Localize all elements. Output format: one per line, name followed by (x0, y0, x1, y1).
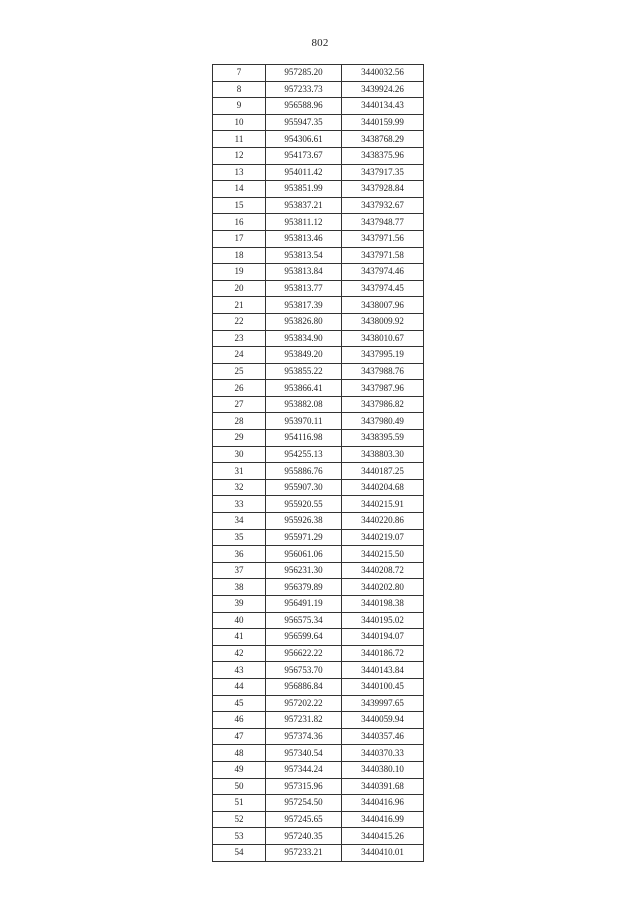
table-row (213, 496, 424, 513)
table-row (213, 446, 424, 463)
x-coordinate-cell: 953837.21 (266, 197, 342, 214)
point-number-cell: 10 (213, 114, 266, 131)
x-coordinate-cell: 954173.67 (266, 147, 342, 164)
y-coordinate-cell: 3438395.59 (342, 430, 424, 447)
table-row (213, 513, 424, 530)
point-number-cell: 43 (213, 662, 266, 679)
table-row (213, 546, 424, 563)
x-coordinate-cell: 957374.36 (266, 728, 342, 745)
point-number-cell: 26 (213, 380, 266, 397)
point-number-cell: 23 (213, 330, 266, 347)
point-number-cell: 27 (213, 396, 266, 413)
y-coordinate-cell: 3440195.02 (342, 612, 424, 629)
point-number-cell: 29 (213, 430, 266, 447)
x-coordinate-cell: 956622.22 (266, 645, 342, 662)
point-number-cell: 7 (213, 65, 266, 82)
point-number-cell: 12 (213, 147, 266, 164)
point-number-cell: 51 (213, 795, 266, 812)
y-coordinate-cell: 3440198.38 (342, 596, 424, 613)
point-number-cell: 44 (213, 678, 266, 695)
y-coordinate-cell: 3437974.45 (342, 280, 424, 297)
table-row (213, 579, 424, 596)
x-coordinate-cell: 953834.90 (266, 330, 342, 347)
point-number-cell: 41 (213, 629, 266, 646)
y-coordinate-cell: 3440215.50 (342, 546, 424, 563)
table-row (213, 164, 424, 181)
point-number-cell: 54 (213, 844, 266, 861)
table-row (213, 114, 424, 131)
point-number-cell: 38 (213, 579, 266, 596)
y-coordinate-cell: 3440187.25 (342, 463, 424, 480)
table-row (213, 529, 424, 546)
y-coordinate-cell: 3440410.01 (342, 844, 424, 861)
x-coordinate-cell: 953970.11 (266, 413, 342, 430)
y-coordinate-cell: 3439924.26 (342, 81, 424, 98)
table-row (213, 811, 424, 828)
y-coordinate-cell: 3438803.30 (342, 446, 424, 463)
table-row (213, 247, 424, 264)
table-row (213, 147, 424, 164)
x-coordinate-cell: 953882.08 (266, 396, 342, 413)
point-number-cell: 28 (213, 413, 266, 430)
y-coordinate-cell: 3440416.96 (342, 795, 424, 812)
point-number-cell: 25 (213, 363, 266, 380)
point-number-cell: 8 (213, 81, 266, 98)
y-coordinate-cell: 3437974.46 (342, 264, 424, 281)
point-number-cell: 9 (213, 98, 266, 115)
point-number-cell: 11 (213, 131, 266, 148)
point-number-cell: 33 (213, 496, 266, 513)
x-coordinate-cell: 954306.61 (266, 131, 342, 148)
x-coordinate-cell: 953855.22 (266, 363, 342, 380)
x-coordinate-cell: 953813.54 (266, 247, 342, 264)
y-coordinate-cell: 3437971.58 (342, 247, 424, 264)
x-coordinate-cell: 955907.30 (266, 479, 342, 496)
y-coordinate-cell: 3440032.56 (342, 65, 424, 82)
table-row (213, 596, 424, 613)
point-number-cell: 19 (213, 264, 266, 281)
x-coordinate-cell: 956588.96 (266, 98, 342, 115)
x-coordinate-cell: 953813.46 (266, 230, 342, 247)
point-number-cell: 34 (213, 513, 266, 530)
table-row (213, 695, 424, 712)
point-number-cell: 42 (213, 645, 266, 662)
x-coordinate-cell: 953849.20 (266, 347, 342, 364)
y-coordinate-cell: 3440143.84 (342, 662, 424, 679)
x-coordinate-cell: 956379.89 (266, 579, 342, 596)
y-coordinate-cell: 3438375.96 (342, 147, 424, 164)
x-coordinate-cell: 953813.84 (266, 264, 342, 281)
x-coordinate-cell: 957233.21 (266, 844, 342, 861)
table-row (213, 81, 424, 98)
y-coordinate-cell: 3438768.29 (342, 131, 424, 148)
coordinate-table-body (213, 65, 424, 862)
y-coordinate-cell: 3440380.10 (342, 761, 424, 778)
x-coordinate-cell: 957340.54 (266, 745, 342, 762)
point-number-cell: 17 (213, 230, 266, 247)
x-coordinate-cell: 953851.99 (266, 181, 342, 198)
y-coordinate-cell: 3439997.65 (342, 695, 424, 712)
x-coordinate-cell: 957245.65 (266, 811, 342, 828)
table-row (213, 363, 424, 380)
table-row (213, 629, 424, 646)
point-number-cell: 20 (213, 280, 266, 297)
x-coordinate-cell: 955926.38 (266, 513, 342, 530)
y-coordinate-cell: 3437986.82 (342, 396, 424, 413)
point-number-cell: 30 (213, 446, 266, 463)
y-coordinate-cell: 3440100.45 (342, 678, 424, 695)
x-coordinate-cell: 954255.13 (266, 446, 342, 463)
x-coordinate-cell: 955947.35 (266, 114, 342, 131)
table-row (213, 330, 424, 347)
x-coordinate-cell: 953811.12 (266, 214, 342, 231)
table-row (213, 728, 424, 745)
coordinate-table (212, 64, 424, 862)
y-coordinate-cell: 3440219.07 (342, 529, 424, 546)
table-row (213, 678, 424, 695)
x-coordinate-cell: 956491.19 (266, 596, 342, 613)
y-coordinate-cell: 3437928.84 (342, 181, 424, 198)
point-number-cell: 31 (213, 463, 266, 480)
x-coordinate-cell: 956886.84 (266, 678, 342, 695)
y-coordinate-cell: 3440186.72 (342, 645, 424, 662)
y-coordinate-cell: 3440194.07 (342, 629, 424, 646)
point-number-cell: 36 (213, 546, 266, 563)
table-row (213, 230, 424, 247)
point-number-cell: 46 (213, 712, 266, 729)
x-coordinate-cell: 957240.35 (266, 828, 342, 845)
y-coordinate-cell: 3440208.72 (342, 562, 424, 579)
point-number-cell: 45 (213, 695, 266, 712)
table-row (213, 98, 424, 115)
point-number-cell: 18 (213, 247, 266, 264)
table-row (213, 712, 424, 729)
table-row (213, 612, 424, 629)
point-number-cell: 32 (213, 479, 266, 496)
y-coordinate-cell: 3440134.43 (342, 98, 424, 115)
x-coordinate-cell: 956575.34 (266, 612, 342, 629)
x-coordinate-cell: 957233.73 (266, 81, 342, 98)
table-row (213, 280, 424, 297)
x-coordinate-cell: 953817.39 (266, 297, 342, 314)
table-row (213, 313, 424, 330)
y-coordinate-cell: 3440416.99 (342, 811, 424, 828)
y-coordinate-cell: 3440215.91 (342, 496, 424, 513)
x-coordinate-cell: 954011.42 (266, 164, 342, 181)
table-row (213, 347, 424, 364)
point-number-cell: 21 (213, 297, 266, 314)
point-number-cell: 53 (213, 828, 266, 845)
table-row (213, 396, 424, 413)
table-row (213, 479, 424, 496)
table-row (213, 65, 424, 82)
x-coordinate-cell: 956599.64 (266, 629, 342, 646)
point-number-cell: 40 (213, 612, 266, 629)
y-coordinate-cell: 3437988.76 (342, 363, 424, 380)
point-number-cell: 15 (213, 197, 266, 214)
table-row (213, 131, 424, 148)
point-number-cell: 52 (213, 811, 266, 828)
y-coordinate-cell: 3440159.99 (342, 114, 424, 131)
point-number-cell: 37 (213, 562, 266, 579)
table-row (213, 463, 424, 480)
y-coordinate-cell: 3440391.68 (342, 778, 424, 795)
point-number-cell: 22 (213, 313, 266, 330)
y-coordinate-cell: 3437995.19 (342, 347, 424, 364)
point-number-cell: 49 (213, 761, 266, 778)
table-row (213, 197, 424, 214)
x-coordinate-cell: 957202.22 (266, 695, 342, 712)
x-coordinate-cell: 953826.80 (266, 313, 342, 330)
x-coordinate-cell: 954116.98 (266, 430, 342, 447)
page-number: 802 (311, 37, 329, 49)
x-coordinate-cell: 955886.76 (266, 463, 342, 480)
y-coordinate-cell: 3440202.80 (342, 579, 424, 596)
y-coordinate-cell: 3438007.96 (342, 297, 424, 314)
y-coordinate-cell: 3440220.86 (342, 513, 424, 530)
x-coordinate-cell: 957254.50 (266, 795, 342, 812)
x-coordinate-cell: 957231.82 (266, 712, 342, 729)
table-row (213, 828, 424, 845)
point-number-cell: 14 (213, 181, 266, 198)
y-coordinate-cell: 3437980.49 (342, 413, 424, 430)
table-row (213, 745, 424, 762)
table-row (213, 181, 424, 198)
table-row (213, 297, 424, 314)
x-coordinate-cell: 953813.77 (266, 280, 342, 297)
y-coordinate-cell: 3438009.92 (342, 313, 424, 330)
x-coordinate-cell: 957315.96 (266, 778, 342, 795)
table-row (213, 795, 424, 812)
y-coordinate-cell: 3440357.46 (342, 728, 424, 745)
x-coordinate-cell: 956061.06 (266, 546, 342, 563)
point-number-cell: 24 (213, 347, 266, 364)
y-coordinate-cell: 3437971.56 (342, 230, 424, 247)
table-row (213, 662, 424, 679)
y-coordinate-cell: 3437948.77 (342, 214, 424, 231)
x-coordinate-cell: 955920.55 (266, 496, 342, 513)
x-coordinate-cell: 955971.29 (266, 529, 342, 546)
point-number-cell: 13 (213, 164, 266, 181)
table-row (213, 645, 424, 662)
point-number-cell: 50 (213, 778, 266, 795)
table-row (213, 380, 424, 397)
y-coordinate-cell: 3437932.67 (342, 197, 424, 214)
x-coordinate-cell: 953866.41 (266, 380, 342, 397)
table-row (213, 264, 424, 281)
y-coordinate-cell: 3437917.35 (342, 164, 424, 181)
x-coordinate-cell: 957344.24 (266, 761, 342, 778)
y-coordinate-cell: 3440059.94 (342, 712, 424, 729)
table-row (213, 430, 424, 447)
point-number-cell: 48 (213, 745, 266, 762)
point-number-cell: 47 (213, 728, 266, 745)
point-number-cell: 35 (213, 529, 266, 546)
x-coordinate-cell: 956753.70 (266, 662, 342, 679)
y-coordinate-cell: 3440415.26 (342, 828, 424, 845)
table-row (213, 778, 424, 795)
y-coordinate-cell: 3437987.96 (342, 380, 424, 397)
y-coordinate-cell: 3440204.68 (342, 479, 424, 496)
x-coordinate-cell: 957285.20 (266, 65, 342, 82)
y-coordinate-cell: 3440370.33 (342, 745, 424, 762)
point-number-cell: 16 (213, 214, 266, 231)
y-coordinate-cell: 3438010.67 (342, 330, 424, 347)
table-row (213, 761, 424, 778)
table-row (213, 562, 424, 579)
table-row (213, 214, 424, 231)
x-coordinate-cell: 956231.30 (266, 562, 342, 579)
table-row (213, 413, 424, 430)
point-number-cell: 39 (213, 596, 266, 613)
table-row (213, 844, 424, 861)
